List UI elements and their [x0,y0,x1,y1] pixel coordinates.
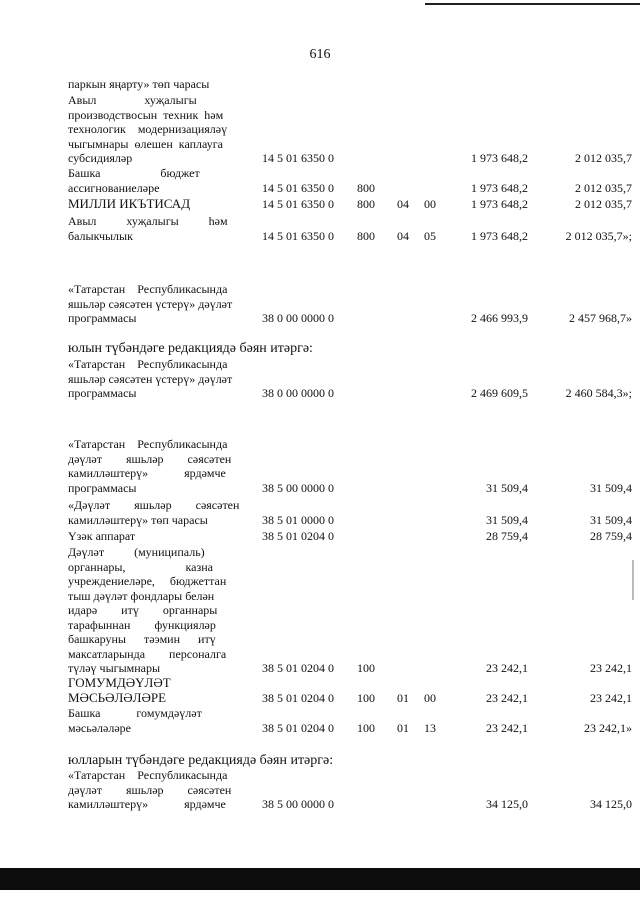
row-code: 14 5 01 6350 0 [262,151,334,165]
row-sum-2024: 1 973 648,2 [471,228,528,243]
row-rz: 04 [397,197,409,211]
row-vr: 100 [357,691,375,705]
row-pr: 00 [424,691,436,705]
row-sum-2025: 2 460 584,3»; [565,386,632,400]
scan-bottom-bar [0,868,640,890]
row-pr: 13 [424,720,436,735]
row-rz: 01 [397,691,409,705]
row-sum-2025: 28 759,4 [590,529,632,543]
scan-edge-mark [632,560,634,600]
row-code: 38 5 01 0000 0 [262,512,334,527]
row-sum-2024: 31 509,4 [486,480,528,495]
row-code: 38 5 01 0204 0 [262,720,334,735]
row-sum-2024: 31 509,4 [486,512,528,527]
row-sum-2025: 31 509,4 [590,512,632,527]
row-name: «Дәүләт яшьләр сәясәтен камилләштерү» төп чарасы [68,498,240,527]
page-number: 616 [309,47,331,62]
row-code: 14 5 01 6350 0 [262,228,334,243]
row-vr: 800 [357,228,375,243]
row-rz: 04 [397,228,409,243]
row-code: 38 5 01 0204 0 [262,661,334,675]
row-name: ГОМУМДӘҮЛӘТ МӘСЬӘЛӘЛӘРЕ [68,675,171,705]
row-sum-2025: 2 012 035,7»; [565,228,632,243]
row-sum-2024: 1 973 648,2 [471,151,528,165]
row-sum-2024: 1 973 648,2 [471,197,528,211]
row-sum-2025: 2 012 035,7 [575,197,632,211]
row-name: паркын яңарту» төп чарасы [68,77,210,91]
row-vr: 100 [357,661,375,675]
row-code: 38 5 00 0000 0 [262,480,334,495]
row-name: Башка бюджет ассигнованиеләре [68,166,200,195]
row-vr: 800 [357,197,375,211]
row-code: 38 0 00 0000 0 [262,311,334,325]
row-name: МИЛЛИ ИКЪТИСАД [68,196,191,211]
row-name: Авыл хуҗалыгы производствосын техник һәм технологик модернизацияләү чыгымнары өлешен каплауга субсидияләр [68,93,228,165]
row-sum-2025: 2 012 035,7 [575,180,632,195]
row-sum-2024: 28 759,4 [486,529,528,543]
row-name: «Татарстан Республикасында дәүләт яшьләр сәясәтен камилләштерү» ярдәмче [68,768,232,811]
row-sum-2025: 2 457 968,7» [569,311,632,325]
row-name: «Татарстан Республикасында яшьләр сәясәтен үстерү» дәүләт программасы [68,357,233,400]
row-sum-2024: 34 125,0 [486,797,528,811]
row-name: «Татарстан Республикасында яшьләр сәясәтен үстерү» дәүләт программасы [68,282,233,325]
row-sum-2025: 23 242,1 [590,661,632,675]
row-sum-2025: 2 012 035,7 [575,151,632,165]
row-code: 38 5 00 0000 0 [262,797,334,811]
row-rz: 01 [397,720,409,735]
row-sum-2024: 23 242,1 [486,691,528,705]
row-sum-2024: 2 469 609,5 [471,386,528,400]
row-pr: 00 [424,197,436,211]
row-sum-2025: 23 242,1 [590,691,632,705]
row-sum-2025: 23 242,1» [584,720,632,735]
row-sum-2024: 2 466 993,9 [471,311,528,325]
row-sum-2025: 34 125,0 [590,797,632,811]
row-code: 38 5 01 0204 0 [262,529,334,543]
row-code: 38 5 01 0204 0 [262,691,334,705]
row-sum-2024: 23 242,1 [486,661,528,675]
row-sum-2025: 31 509,4 [590,480,632,495]
row-name: «Татарстан Республикасында дәүләт яшьләр сәясәтен камилләштерү» ярдәмче программасы [68,437,232,495]
row-sum-2024: 1 973 648,2 [471,180,528,195]
row-name: Башка гомумдәүләт мәсьәләләре [68,706,202,735]
row-name: Үзәк аппарат [68,529,136,543]
amendment-heading: юлын түбәндәге редакциядә бәян итәргә: [68,341,313,356]
row-code: 14 5 01 6350 0 [262,180,334,195]
row-name: Дәүләт (муниципаль) органнары, казна учреждениеләре, бюджеттан тыш дәүләт фондлары белән идарә итү органнары тарафыннан функцияләр башкаруны тәэмин итү максатларында персоналга түләү чыгымнары [68,545,227,675]
row-sum-2024: 23 242,1 [486,720,528,735]
row-name: Авыл хуҗалыгы һәм балыкчылык [68,214,228,243]
row-code: 14 5 01 6350 0 [262,197,334,211]
row-code: 38 0 00 0000 0 [262,386,334,400]
row-vr: 100 [357,720,375,735]
row-pr: 05 [424,228,436,243]
amendment-heading: юлларын түбәндәге редакциядә бәян итәргә: [68,753,334,768]
row-vr: 800 [357,180,375,195]
